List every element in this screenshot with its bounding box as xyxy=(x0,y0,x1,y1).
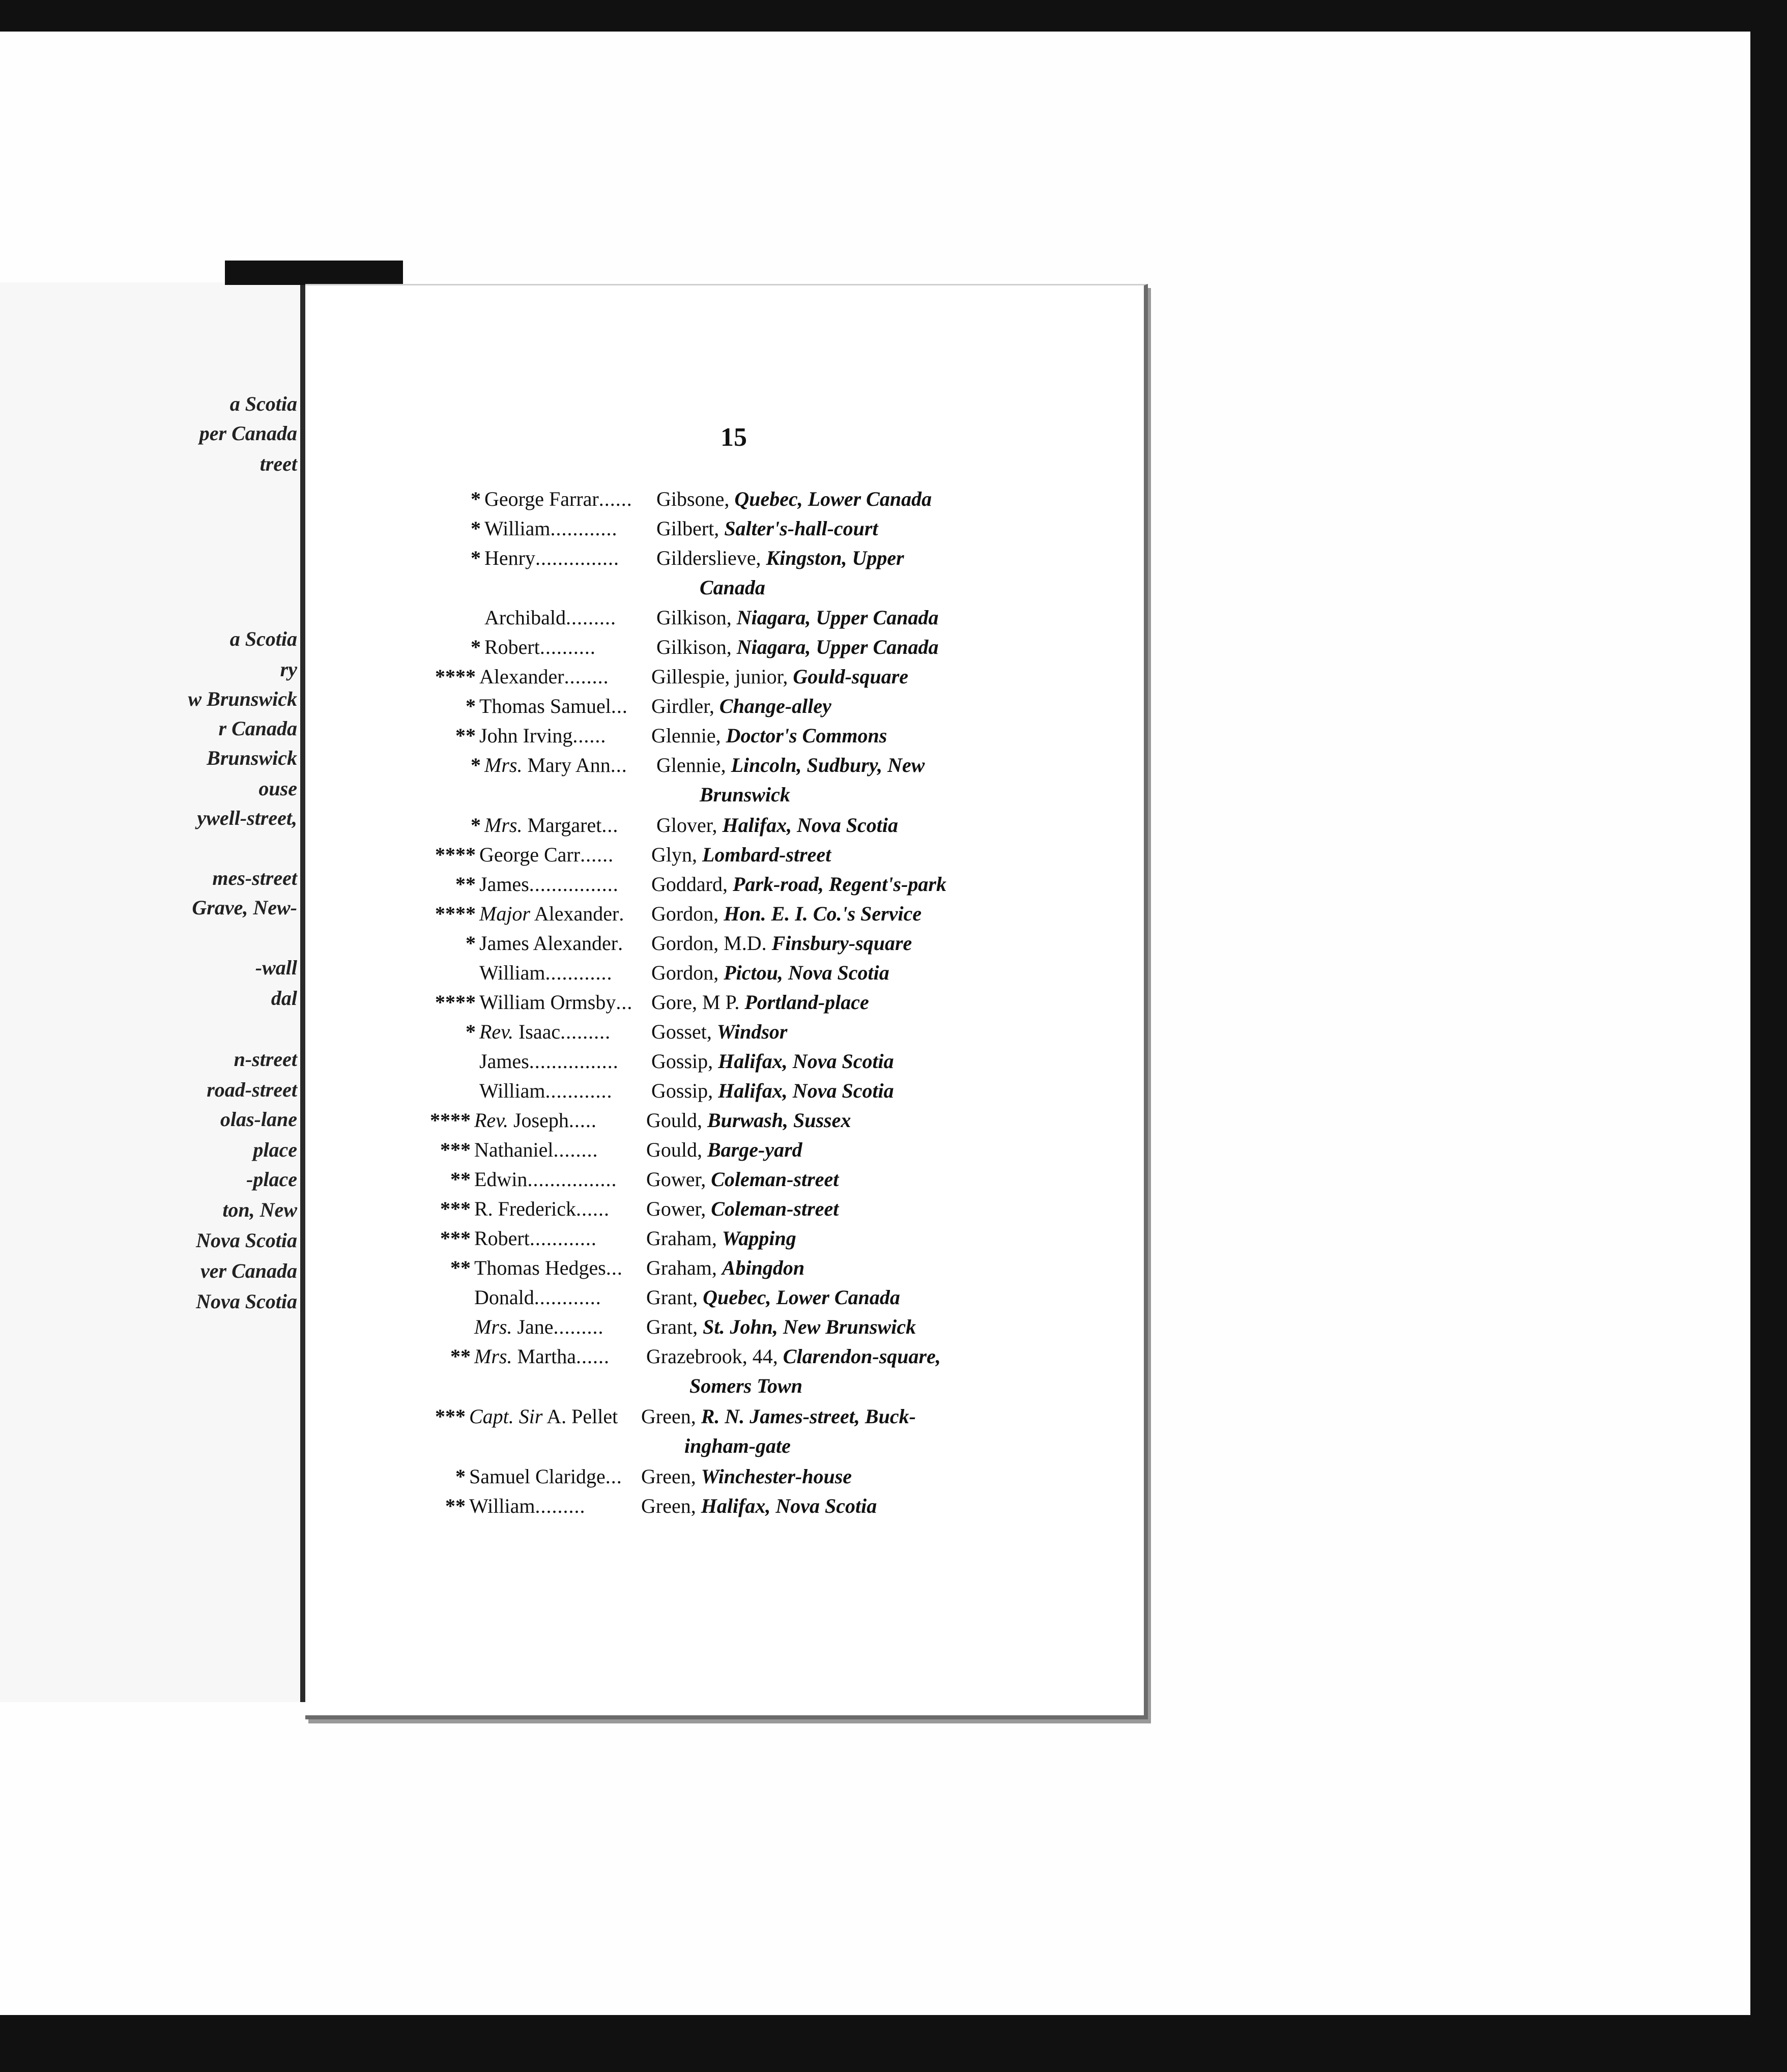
honorific: Rev. xyxy=(474,1109,508,1132)
left-page-fragment: ry xyxy=(280,658,297,681)
leader-dots: ................ xyxy=(529,873,619,896)
subscription-marks: * xyxy=(471,487,481,510)
surname-and-address xyxy=(646,1165,839,1194)
surname: Gordon, M.D. xyxy=(651,932,767,955)
address: Halifax, Nova Scotia xyxy=(701,1494,877,1517)
subscription-marks: *** xyxy=(440,1227,471,1250)
surname-and-address xyxy=(651,840,831,870)
subscription-marks: ** xyxy=(450,1168,471,1191)
surname: Goddard, xyxy=(651,873,728,896)
surname-and-address xyxy=(656,632,939,662)
given-name-text: Nathaniel xyxy=(474,1138,554,1161)
given-name xyxy=(479,1076,612,1106)
left-page-fragment: -wall xyxy=(255,956,297,979)
surname-and-address xyxy=(651,692,831,721)
subscription-marks: **** xyxy=(435,991,476,1014)
honorific: Mrs. xyxy=(484,754,523,776)
address: Halifax, Nova Scotia xyxy=(722,814,899,837)
given-name xyxy=(479,958,612,988)
surname-and-address xyxy=(646,1194,839,1224)
given-name xyxy=(474,1135,598,1165)
given-name-text: William xyxy=(469,1494,535,1517)
left-page-fragment: per Canada xyxy=(199,422,297,445)
surname: Glennie, xyxy=(656,754,726,776)
address: Coleman-street xyxy=(711,1197,839,1220)
given-name-text: Samuel Claridge xyxy=(469,1465,606,1488)
left-page-fragment: a Scotia xyxy=(229,392,297,415)
given-name-text: Alexander xyxy=(534,902,619,925)
given-name-text: Joseph xyxy=(513,1109,569,1132)
leader-dots: ........ xyxy=(553,1138,598,1161)
subscription-marks: * xyxy=(471,814,481,837)
given-name-text: George Farrar xyxy=(484,487,599,510)
subscription-marks: **** xyxy=(430,1109,471,1132)
surname-and-address xyxy=(646,1283,900,1312)
subscription-marks: * xyxy=(471,754,481,776)
leader-dots: ... xyxy=(610,754,627,776)
address: St. John, New Brunswick xyxy=(703,1315,916,1338)
left-page-fragment: olas-lane xyxy=(220,1108,297,1131)
address: Lincoln, Sudbury, New xyxy=(731,754,925,776)
surname: Green, xyxy=(641,1465,696,1488)
given-name-text: Margaret xyxy=(527,814,602,837)
leader-dots: . xyxy=(619,902,625,925)
surname: Glyn, xyxy=(651,843,697,866)
given-name xyxy=(469,1491,585,1521)
given-name-text: Mary Ann xyxy=(527,754,611,776)
surname-and-address xyxy=(646,1312,916,1342)
leader-dots: ...... xyxy=(575,1345,610,1368)
given-name xyxy=(479,662,609,692)
leader-dots: ............ xyxy=(550,517,618,540)
surname-and-address xyxy=(656,484,932,514)
subscription-marks: ** xyxy=(455,724,476,747)
given-name-text: Robert xyxy=(484,636,540,658)
given-name xyxy=(469,1402,618,1431)
surname-and-address xyxy=(656,514,878,543)
given-name-text: James Alexander xyxy=(479,932,618,955)
page-number: 15 xyxy=(720,423,747,452)
address: Coleman-street xyxy=(711,1168,839,1191)
given-name-text: Edwin xyxy=(474,1168,528,1191)
address: Niagara, Upper Canada xyxy=(736,606,939,629)
surname: Gillespie, junior, xyxy=(651,665,788,688)
address: Salter's-hall-court xyxy=(724,517,878,540)
subscription-marks: **** xyxy=(435,665,476,688)
honorific: Major xyxy=(479,902,530,925)
surname: Gossip, xyxy=(651,1079,713,1102)
left-page-fragment: -place xyxy=(246,1168,297,1191)
given-name xyxy=(484,514,617,543)
surname: Gossip, xyxy=(651,1050,713,1073)
given-name xyxy=(484,632,596,662)
left-page-fragment: ywell-street, xyxy=(197,807,297,829)
subscription-marks: *** xyxy=(440,1138,471,1161)
given-name-text: William xyxy=(479,961,545,984)
address: Clarendon-square, xyxy=(783,1345,941,1368)
surname: Gilkison, xyxy=(656,606,732,629)
surname: Gosset, xyxy=(651,1020,712,1043)
leader-dots: ...... xyxy=(575,1197,610,1220)
surname: Graham, xyxy=(646,1256,717,1279)
address: Gould-square xyxy=(793,665,909,688)
given-name xyxy=(479,840,614,870)
leader-dots: ...... xyxy=(580,843,614,866)
given-name xyxy=(474,1342,610,1371)
subscription-marks: * xyxy=(466,932,476,955)
left-page-fragment: ver Canada xyxy=(200,1259,297,1282)
given-name-text: Jane xyxy=(517,1315,554,1338)
surname-and-address xyxy=(641,1491,877,1521)
surname: Grant, xyxy=(646,1315,698,1338)
surname: Glennie, xyxy=(651,724,721,747)
surname-and-address xyxy=(656,751,925,780)
subscription-marks: **** xyxy=(435,902,476,925)
given-name xyxy=(484,543,619,573)
surname-and-address xyxy=(651,1017,787,1047)
given-name xyxy=(479,929,623,958)
left-page-fragment: mes-street xyxy=(212,867,297,889)
leader-dots: ... xyxy=(616,991,633,1014)
leader-dots: ...... xyxy=(572,724,607,747)
address: Winchester-house xyxy=(701,1465,852,1488)
address: Quebec, Lower Canada xyxy=(703,1286,900,1309)
left-page-fragment: a Scotia xyxy=(229,627,297,650)
given-name xyxy=(469,1462,622,1491)
subscription-marks: * xyxy=(471,546,481,569)
leader-dots: ............ xyxy=(545,961,613,984)
left-page-fragment: ouse xyxy=(258,777,297,800)
surname: Green, xyxy=(641,1494,696,1517)
given-name xyxy=(474,1312,604,1342)
surname-and-address xyxy=(651,899,921,929)
address-continuation: ingham-gate xyxy=(684,1434,791,1457)
surname: Gordon, xyxy=(651,902,719,925)
address: Finsbury-square xyxy=(771,932,912,955)
surname: Gibsone, xyxy=(656,487,730,510)
surname-and-address xyxy=(651,1076,894,1106)
surname: Gould, xyxy=(646,1138,702,1161)
leader-dots: .......... xyxy=(539,636,596,658)
address: Park-road, Regent's-park xyxy=(732,873,946,896)
given-name xyxy=(479,899,624,929)
given-name-text: Robert xyxy=(474,1227,530,1250)
left-page-fragment: Nova Scotia xyxy=(196,1229,297,1252)
leader-dots: ... xyxy=(601,814,619,837)
left-page-fragment: treet xyxy=(260,452,297,475)
leader-dots: ............ xyxy=(529,1227,597,1250)
given-name-text: Alexander xyxy=(479,665,564,688)
given-name-text: James xyxy=(479,1050,529,1073)
leader-dots: ............ xyxy=(545,1079,613,1102)
leader-dots: ......... xyxy=(553,1315,604,1338)
leader-dots: ......... xyxy=(565,606,616,629)
leader-dots: ...... xyxy=(598,487,632,510)
surname: Gilbert, xyxy=(656,517,719,540)
subscription-marks: ** xyxy=(450,1256,471,1279)
subscription-marks: ** xyxy=(445,1494,466,1517)
given-name xyxy=(484,811,618,840)
honorific: Mrs. xyxy=(474,1315,512,1338)
address-continuation: Brunswick xyxy=(700,783,790,806)
surname: Gilderslieve, xyxy=(656,546,761,569)
leader-dots: ............ xyxy=(534,1286,601,1309)
address: Portland-place xyxy=(744,991,869,1014)
address: Halifax, Nova Scotia xyxy=(718,1050,894,1073)
given-name-text: Henry xyxy=(484,546,535,569)
subscription-marks: * xyxy=(466,695,476,717)
film-border-top xyxy=(0,0,1787,32)
surname: Gower, xyxy=(646,1197,706,1220)
given-name xyxy=(479,988,632,1017)
left-page-fragment: n-street xyxy=(234,1048,297,1071)
address: Hon. E. I. Co.'s Service xyxy=(724,902,922,925)
given-name-text: James xyxy=(479,873,529,896)
leader-dots: ............... xyxy=(535,546,619,569)
surname-and-address xyxy=(646,1135,802,1165)
given-name xyxy=(474,1253,623,1283)
given-name xyxy=(484,603,616,632)
left-page-fragment: dal xyxy=(271,987,297,1010)
address: Burwash, Sussex xyxy=(707,1109,851,1132)
address: R. N. James-street, Buck- xyxy=(701,1405,916,1428)
address: Niagara, Upper Canada xyxy=(736,636,939,658)
film-border-right xyxy=(1750,20,1787,2035)
given-name-text: Isaac xyxy=(518,1020,561,1043)
address: Wapping xyxy=(722,1227,796,1250)
surname-and-address xyxy=(656,543,904,573)
surname: Gore, M P. xyxy=(651,991,740,1014)
leader-dots: ......... xyxy=(560,1020,611,1043)
surname-and-address xyxy=(651,870,946,899)
surname-and-address xyxy=(651,721,887,751)
leader-dots: ................ xyxy=(529,1050,619,1073)
given-name-text: Martha xyxy=(517,1345,576,1368)
leader-dots: . xyxy=(618,932,624,955)
given-name-text: A. Pellet xyxy=(546,1405,618,1428)
given-name xyxy=(479,1017,611,1047)
surname-and-address xyxy=(641,1462,852,1491)
honorific: Rev. xyxy=(479,1020,513,1043)
given-name xyxy=(474,1283,601,1312)
surname: Gower, xyxy=(646,1168,706,1191)
given-name-text: Thomas Hedges xyxy=(474,1256,606,1279)
subscription-marks: *** xyxy=(440,1197,471,1220)
given-name xyxy=(484,751,627,780)
subscription-marks: ** xyxy=(450,1345,471,1368)
subscription-marks: ** xyxy=(455,873,476,896)
address: Lombard-street xyxy=(702,843,831,866)
surname-and-address xyxy=(651,988,869,1017)
surname-and-address xyxy=(651,662,908,692)
left-page-fragment: Grave, New- xyxy=(192,896,297,919)
address: Doctor's Commons xyxy=(726,724,887,747)
given-name-text: Donald xyxy=(474,1286,534,1309)
honorific: Capt. Sir xyxy=(469,1405,543,1428)
film-border-bottom xyxy=(0,2015,1787,2072)
surname-and-address xyxy=(646,1224,796,1253)
given-name-text: Archibald xyxy=(484,606,566,629)
left-page-fragment: w Brunswick xyxy=(188,687,297,710)
leader-dots: ... xyxy=(606,1256,623,1279)
surname-and-address xyxy=(651,1047,894,1076)
subscription-marks: *** xyxy=(435,1405,466,1428)
given-name xyxy=(474,1194,610,1224)
subscription-marks: * xyxy=(471,636,481,658)
given-name xyxy=(484,484,632,514)
address-continuation: Canada xyxy=(700,576,765,599)
given-name-text: John Irving xyxy=(479,724,573,747)
given-name-text: William xyxy=(484,517,551,540)
address: Windsor xyxy=(716,1020,788,1043)
given-name xyxy=(479,692,628,721)
left-page-fragment: Nova Scotia xyxy=(196,1290,297,1313)
leader-dots: ... xyxy=(605,1465,622,1488)
subscription-marks: * xyxy=(471,517,481,540)
given-name xyxy=(479,1047,619,1076)
left-page-fragment: Brunswick xyxy=(207,746,297,769)
surname-and-address xyxy=(656,811,898,840)
given-name xyxy=(479,721,606,751)
subscription-marks: **** xyxy=(435,843,476,866)
given-name-text: R. Frederick xyxy=(474,1197,576,1220)
leader-dots: ... xyxy=(611,695,628,717)
given-name xyxy=(474,1165,617,1194)
given-name-text: William Ormsby xyxy=(479,991,616,1014)
surname: Grazebrook, 44, xyxy=(646,1345,778,1368)
surname: Gilkison, xyxy=(656,636,732,658)
surname-and-address xyxy=(651,929,912,958)
address: Pictou, Nova Scotia xyxy=(724,961,889,984)
address: Barge-yard xyxy=(707,1138,802,1161)
leader-dots: ..... xyxy=(568,1109,597,1132)
left-page-fragment: road-street xyxy=(207,1078,297,1101)
facing-page-left xyxy=(0,282,305,1702)
given-name xyxy=(474,1224,597,1253)
surname: Gould, xyxy=(646,1109,702,1132)
address: Change-alley xyxy=(719,695,831,717)
leader-dots: ........ xyxy=(564,665,609,688)
address: Halifax, Nova Scotia xyxy=(718,1079,894,1102)
given-name-text: Thomas Samuel xyxy=(479,695,611,717)
address: Kingston, Upper xyxy=(766,546,904,569)
surname-and-address xyxy=(656,603,939,632)
surname: Grant, xyxy=(646,1286,698,1309)
surname-and-address xyxy=(646,1106,851,1135)
left-page-fragment: place xyxy=(253,1138,297,1161)
subscription-marks: * xyxy=(466,1020,476,1043)
surname-and-address xyxy=(646,1342,941,1371)
leader-dots: ................ xyxy=(527,1168,617,1191)
binding-tab xyxy=(225,261,403,285)
surname: Glover, xyxy=(656,814,717,837)
surname: Graham, xyxy=(646,1227,717,1250)
address: Quebec, Lower Canada xyxy=(734,487,932,510)
given-name xyxy=(474,1106,597,1135)
address: Abingdon xyxy=(722,1256,805,1279)
left-page-fragment: r Canada xyxy=(218,717,297,740)
subscription-marks: * xyxy=(455,1465,466,1488)
address-continuation: Somers Town xyxy=(689,1374,802,1397)
honorific: Mrs. xyxy=(474,1345,512,1368)
surname-and-address xyxy=(641,1402,916,1431)
given-name-text: William xyxy=(479,1079,545,1102)
left-page-fragment: ton, New xyxy=(222,1198,297,1221)
given-name xyxy=(479,870,619,899)
given-name-text: George Carr xyxy=(479,843,581,866)
surname: Gordon, xyxy=(651,961,719,984)
surname: Green, xyxy=(641,1405,696,1428)
surname-and-address xyxy=(646,1253,804,1283)
honorific: Mrs. xyxy=(484,814,523,837)
surname: Girdler, xyxy=(651,695,714,717)
surname-and-address xyxy=(651,958,889,988)
leader-dots: ......... xyxy=(535,1494,586,1517)
